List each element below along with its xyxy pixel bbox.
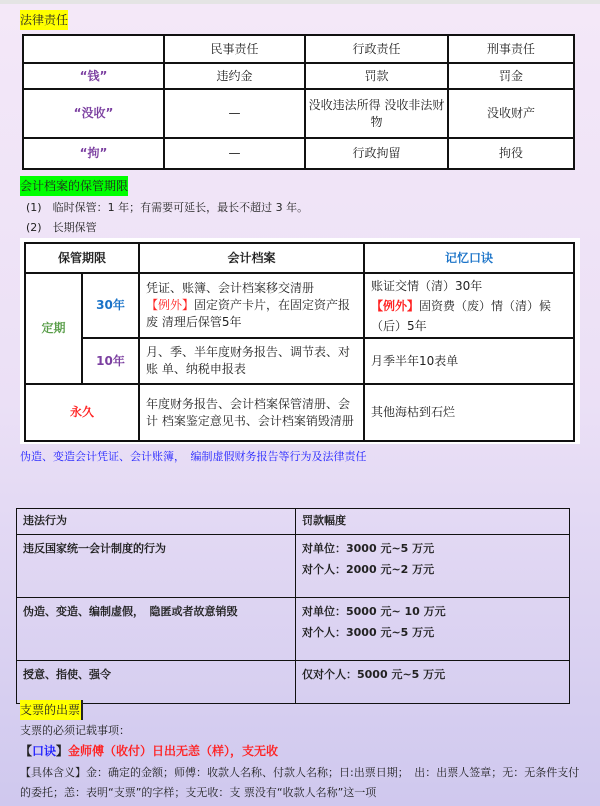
fine-cell — [296, 661, 570, 704]
cell: 没收违法所得 没收非法财物 — [305, 89, 448, 138]
header-cell — [23, 35, 164, 63]
archive-exception: 固定资产卡片，在固定资产报废 清理后保管5年 — [146, 298, 351, 329]
fine-line: 对个人：2000 元~2 万元 — [302, 563, 435, 576]
periodic-label: 定期 — [25, 273, 82, 384]
header-cell: 刑事责任 — [448, 35, 574, 63]
row-label: “没收” — [23, 89, 164, 138]
list-item: (2) 长期保管 — [26, 221, 97, 234]
mnemonic-cell: 其他海枯到石烂 — [364, 384, 574, 441]
exception-tag: 【例外】 — [146, 298, 195, 312]
section-title-check-issuance: 支票的出票 — [20, 700, 83, 720]
mnemonic-tag: 口诀 — [32, 744, 57, 758]
ruler — [0, 0, 600, 4]
period-label: 10年 — [82, 338, 139, 384]
cell: 没收财产 — [448, 89, 574, 138]
row-label: “拘” — [23, 138, 164, 169]
fine-line: 对个人：3000 元~5 万元 — [302, 626, 435, 639]
cell: — — [164, 138, 305, 169]
section-title-legal-liability: 法律责任 — [20, 10, 68, 30]
fine-cell — [296, 598, 570, 661]
check-intro: 支票的必须记载事项： — [20, 724, 130, 737]
section-title-fraud-liability: 伪造、变造会计凭证、会计账簿， 编制虚假财务报告等行为及法律责任 — [20, 450, 367, 463]
bracket: 【 — [20, 744, 33, 758]
archive-cell — [139, 273, 364, 338]
cell: 拘役 — [448, 138, 574, 169]
cell: 罚金 — [448, 63, 574, 89]
fine-cell — [296, 535, 570, 598]
act-cell: 伪造、变造、编制虚假， 隐匿或者故意销毁 — [17, 598, 296, 661]
bracket: 】 — [56, 744, 69, 758]
cell: 罚款 — [305, 63, 448, 89]
mnemonic-text: 金师傅（收付）日出无恙（样），支无收 — [68, 744, 279, 758]
cell: — — [164, 89, 305, 138]
act-cell: 授意、指使、强令 — [17, 661, 296, 704]
mnemonic-text: 账证交情（清）30年 — [371, 278, 483, 293]
meaning-text: 【具体含义】金：确定的金额；师傅：收款人名称、付款人名称；日:出票日期； 出：出票人签章；无：无条件支付的委托；恙：表明“支票”的字样；支无收：支 票没有“收款人名称”这一项 — [20, 766, 580, 799]
header-cell: 保管期限 — [25, 243, 139, 273]
liability-table — [22, 34, 575, 170]
cell: 行政拘留 — [305, 138, 448, 169]
section-title-archive-retention: 会计档案的保管期限 — [20, 176, 128, 196]
header-cell: 记忆口诀 — [364, 243, 574, 273]
row-label: “钱” — [23, 63, 164, 89]
exception-tag: 【例外】 — [371, 298, 420, 313]
header-cell: 行政责任 — [305, 35, 448, 63]
archive-cell: 月、季、半年度财务报告、调节表、对账 单、纳税申报表 — [139, 338, 364, 384]
header-cell: 违法行为 — [17, 509, 296, 535]
header-cell: 罚款幅度 — [296, 509, 570, 535]
fine-line: 对单位：3000 元~5 万元 — [302, 542, 435, 555]
mnemonic-cell: 月季半年10表单 — [364, 338, 574, 384]
penalty-table — [16, 508, 570, 704]
act-cell: 违反国家统一会计制度的行为 — [17, 535, 296, 598]
header-cell: 民事责任 — [164, 35, 305, 63]
period-label: 30年 — [82, 273, 139, 338]
fine-line: 对单位：5000 元~ 10 万元 — [302, 605, 446, 618]
fine-line: 仅对个人：5000 元~5 万元 — [302, 668, 446, 681]
archive-text: 凭证、账簿、会计档案移交清册 — [146, 281, 315, 295]
mnemonic-line — [20, 742, 278, 760]
retention-table — [24, 242, 575, 442]
cell: 违约金 — [164, 63, 305, 89]
list-item: (1) 临时保管：1 年；有需要可延长，最长不超过 3 年。 — [26, 201, 309, 214]
period-label: 永久 — [25, 384, 139, 441]
header-cell: 会计档案 — [139, 243, 364, 273]
mnemonic-cell — [364, 273, 574, 338]
mnemonic-exception: 固资费（废）情（清）候（后）5年 — [371, 298, 552, 333]
archive-cell: 年度财务报告、会计档案保管清册、会计 档案鉴定意见书、会计档案销毁清册 — [139, 384, 364, 441]
